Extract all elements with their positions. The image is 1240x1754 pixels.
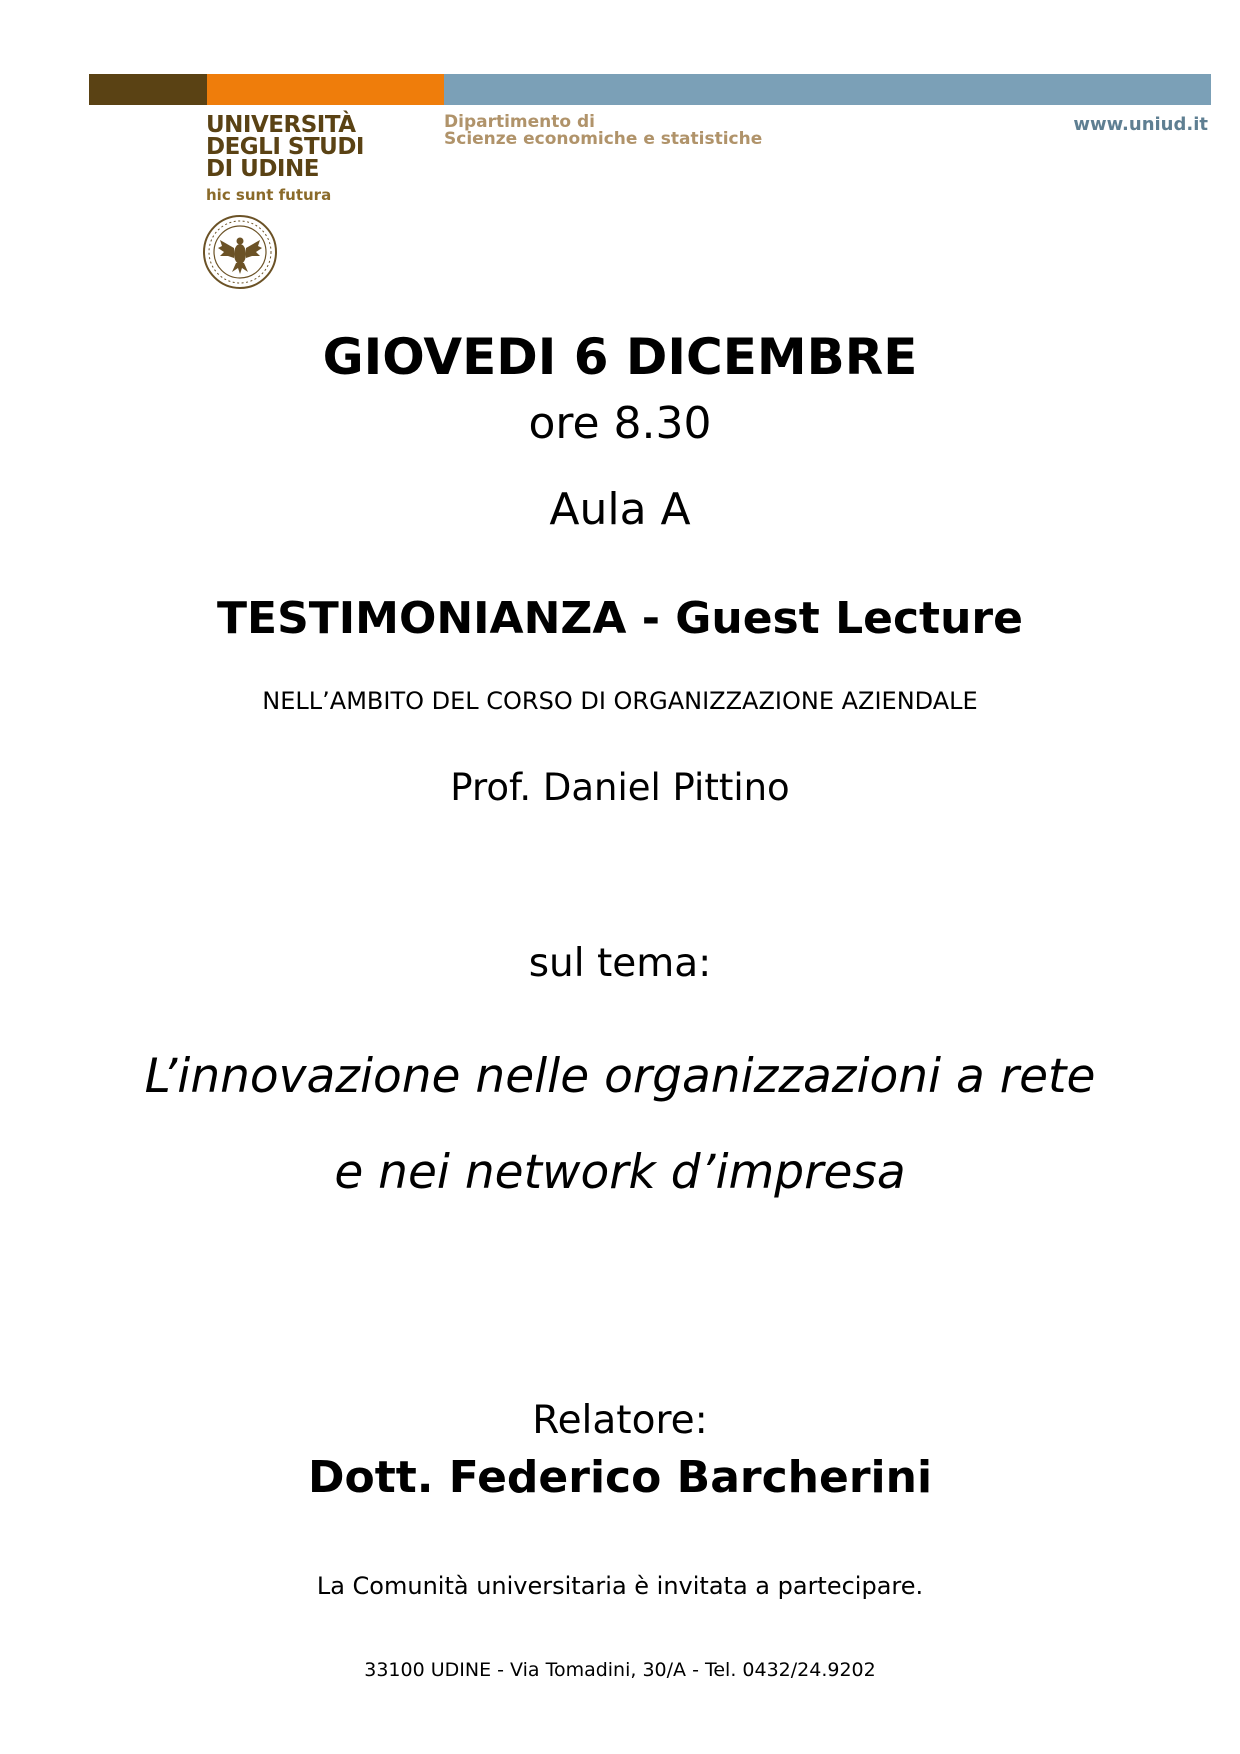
event-time: ore 8.30 [528, 398, 712, 449]
invitation-text: La Comunità universitaria è invitata a partecipare. [316, 1572, 924, 1600]
university-motto: hic sunt futura [206, 186, 332, 204]
event-room: Aula A [549, 484, 691, 535]
event-professor: Prof. Daniel Pittino [450, 766, 790, 809]
header-bar-blue [444, 74, 1211, 105]
university-name-line-3: DI UDINE [206, 156, 319, 182]
website-link[interactable]: www.uniud.it [1073, 114, 1208, 135]
topic-line-1: L’innovazione nelle organizzazioni a rete [144, 1049, 1096, 1104]
university-name [206, 114, 364, 180]
event-type: TESTIMONIANZA - Guest Lecture [217, 593, 1023, 644]
speaker-name: Dott. Federico Barcherini [307, 1452, 933, 1503]
speaker-label: Relatore: [532, 1398, 708, 1443]
header-bar-brown [89, 74, 207, 105]
event-course: NELL’AMBITO DEL CORSO DI ORGANIZZAZIONE AZIENDALE [262, 687, 978, 715]
header-bar-orange [207, 74, 444, 105]
department-name [444, 114, 762, 148]
theme-intro: sul tema: [528, 941, 712, 986]
university-name-line-2: DEGLI STUDI [206, 134, 364, 160]
department-line-2: Scienze economiche e statistiche [444, 129, 763, 149]
topic-line-2: e nei network d’impresa [334, 1145, 906, 1200]
university-name-line-1: UNIVERSITÀ [206, 112, 356, 138]
department-line-1: Dipartimento di [444, 112, 595, 132]
address-footer: 33100 UDINE - Via Tomadini, 30/A - Tel. 0432/24.9202 [364, 1659, 876, 1681]
event-date: GIOVEDI 6 DICEMBRE [322, 328, 918, 386]
university-seal-icon [202, 214, 278, 290]
